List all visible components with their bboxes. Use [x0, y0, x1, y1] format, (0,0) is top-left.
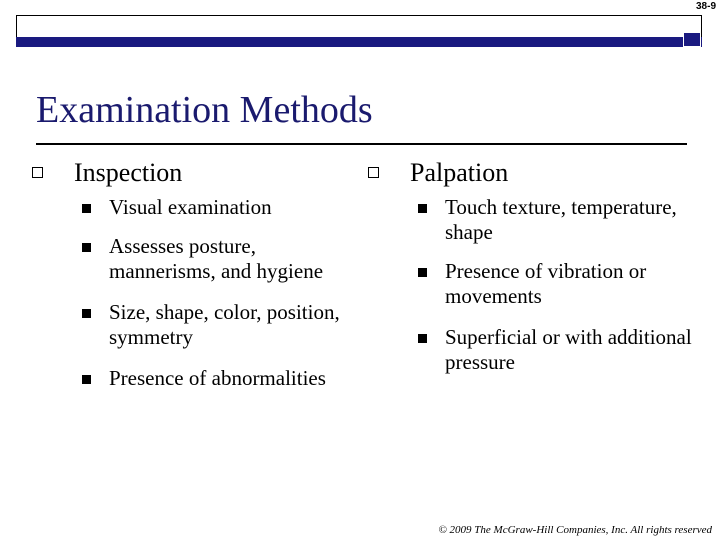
- slide-number: 38-9: [695, 1, 716, 12]
- inspection-column: [32, 158, 362, 391]
- square-bullet-icon: [82, 204, 91, 213]
- square-bullet-icon: [82, 309, 91, 318]
- list-item-text: Size, shape, color, position, symmetry: [109, 300, 340, 349]
- hollow-square-bullet-icon: [368, 167, 379, 178]
- palpation-column: [368, 158, 698, 375]
- list-item: [32, 234, 362, 284]
- hollow-square-bullet-icon: [32, 167, 43, 178]
- inspection-heading: [32, 158, 362, 188]
- header-stripe: [16, 37, 702, 47]
- palpation-heading-text: Palpation: [410, 158, 509, 187]
- square-bullet-icon: [82, 243, 91, 252]
- list-item: [368, 259, 698, 309]
- list-item: [32, 366, 362, 391]
- list-item-text: Assesses posture, mannerisms, and hygiene: [109, 234, 324, 283]
- inspection-heading-text: Inspection: [74, 158, 183, 187]
- header-bar: [16, 15, 705, 47]
- square-bullet-icon: [418, 268, 427, 277]
- list-item: [32, 195, 362, 220]
- list-item: [32, 300, 362, 350]
- square-bullet-icon: [418, 334, 427, 343]
- slide-title: Examination Methods: [36, 89, 373, 131]
- list-item-text: Visual examination: [109, 195, 272, 219]
- palpation-heading: [368, 158, 698, 188]
- list-item: [368, 195, 698, 245]
- copyright-footer: © 2009 The McGraw-Hill Companies, Inc. All rights reserved: [438, 524, 712, 536]
- list-item-text: Touch texture, temperature, shape: [445, 195, 677, 244]
- list-item-text: Presence of abnormalities: [109, 366, 326, 390]
- list-item-text: Superficial or with additional pressure: [445, 325, 692, 374]
- square-bullet-icon: [418, 204, 427, 213]
- title-rule: [36, 143, 687, 145]
- list-item-text: Presence of vibration or movements: [445, 259, 647, 308]
- header-square: [683, 32, 701, 47]
- list-item: [368, 325, 698, 375]
- square-bullet-icon: [82, 375, 91, 384]
